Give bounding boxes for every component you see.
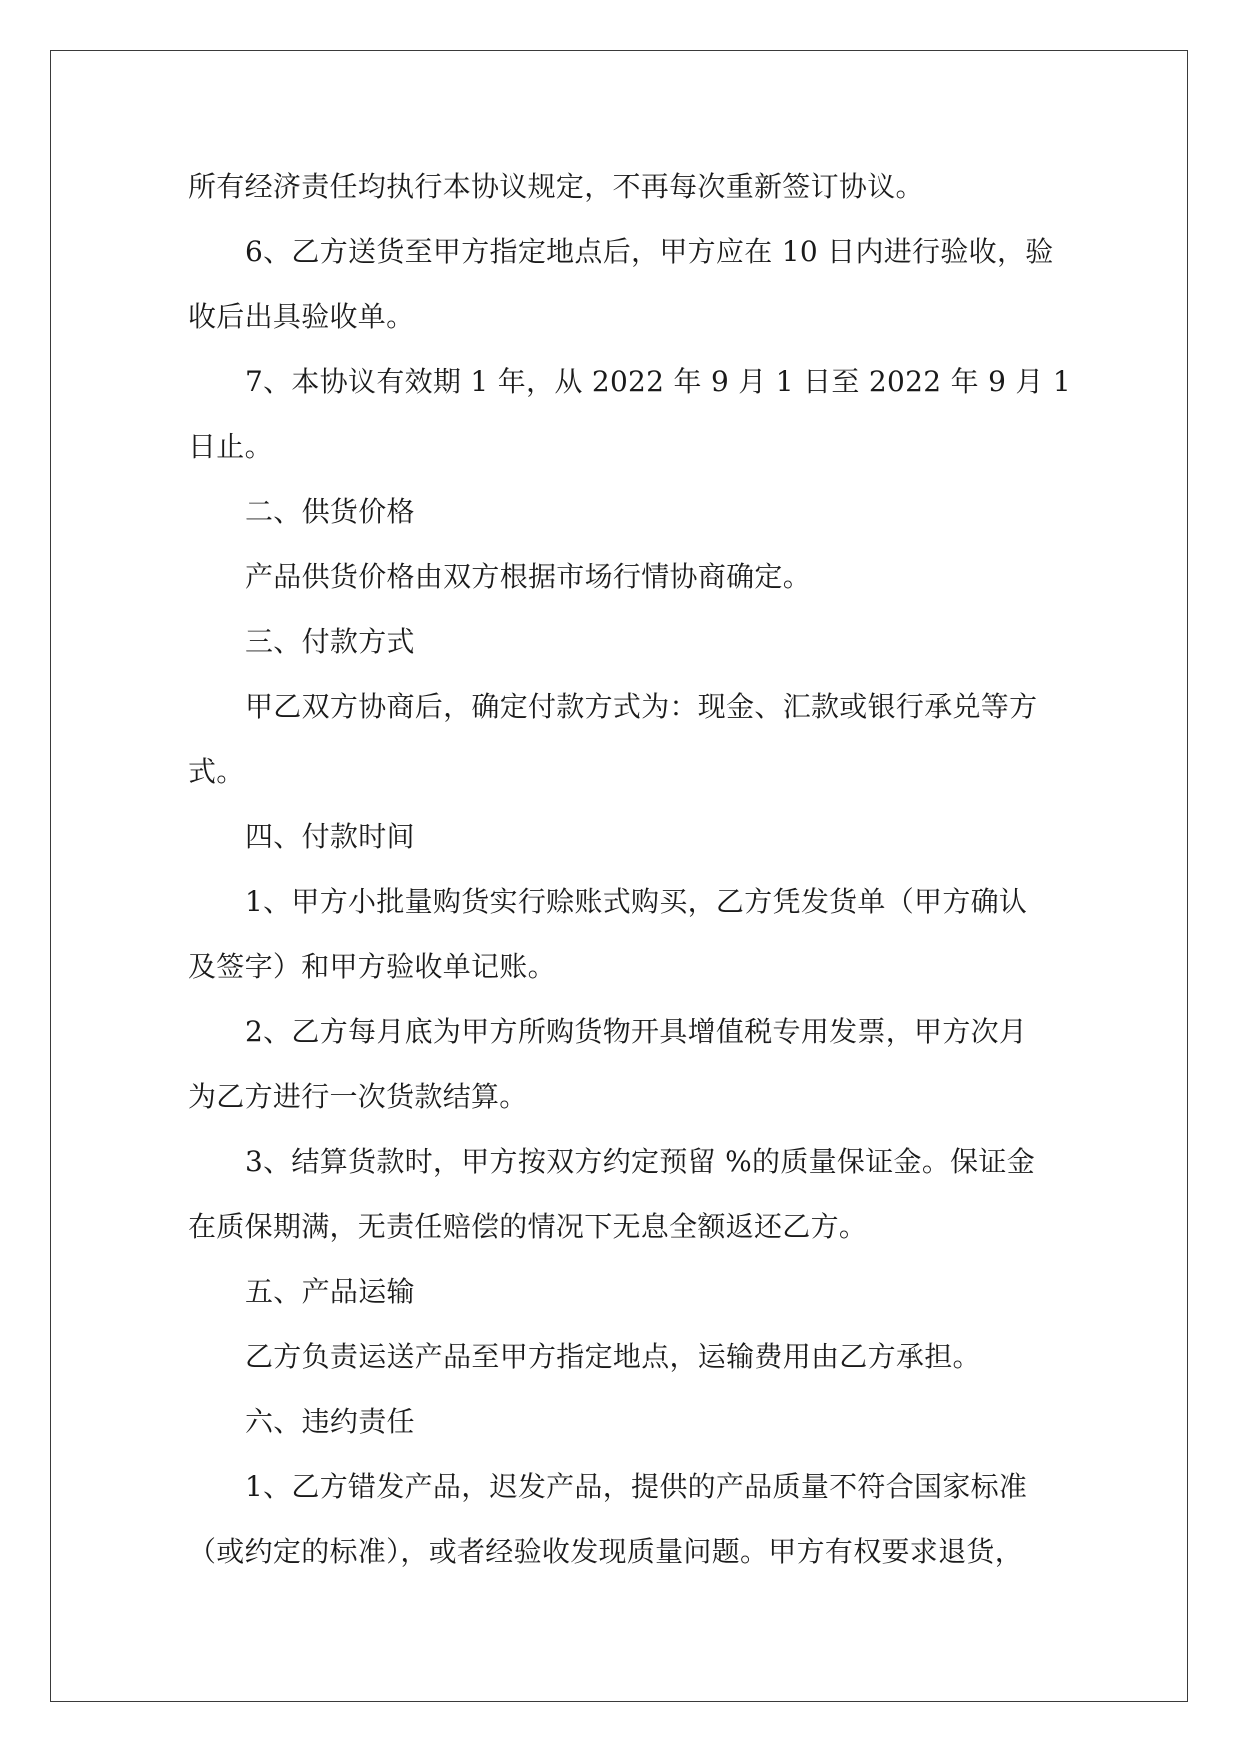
section-heading-payment-time: 四、付款时间 — [245, 820, 415, 853]
payment-clause-3-line: 3、结算货款时，甲方按双方约定预留 %的质量保证金。保证金 — [245, 1145, 1036, 1178]
section-heading-transport: 五、产品运输 — [245, 1275, 415, 1308]
text-line: 甲乙双方协商后，确定付款方式为：现金、汇款或银行承兑等方 — [245, 690, 1038, 723]
text-line: 为乙方进行一次货款结算。 — [188, 1080, 528, 1113]
clause-6-line: 6、乙方送货至甲方指定地点后，甲方应在 10 日内进行验收，验 — [245, 235, 1054, 268]
payment-clause-2-line: 2、乙方每月底为甲方所购货物开具增值税专用发票，甲方次月 — [245, 1015, 1028, 1048]
section-heading-supply-price: 二、供货价格 — [245, 495, 415, 528]
breach-clause-1-line: 1、乙方错发产品，迟发产品，提供的产品质量不符合国家标准 — [245, 1470, 1028, 1503]
text-line: 产品供货价格由双方根据市场行情协商确定。 — [245, 560, 812, 593]
payment-clause-1-line: 1、甲方小批量购货实行赊账式购买，乙方凭发货单（甲方确认 — [245, 885, 1028, 918]
text-line: 式。 — [188, 755, 245, 788]
text-line: 乙方负责运送产品至甲方指定地点，运输费用由乙方承担。 — [245, 1340, 981, 1373]
section-heading-payment-method: 三、付款方式 — [245, 625, 415, 658]
text-line: 收后出具验收单。 — [188, 300, 415, 333]
text-line: 在质保期满，无责任赔偿的情况下无息全额返还乙方。 — [188, 1210, 868, 1243]
text-line: 及签字）和甲方验收单记账。 — [188, 950, 556, 983]
text-line: 所有经济责任均执行本协议规定，不再每次重新签订协议。 — [188, 170, 924, 203]
document-body — [188, 154, 1072, 1584]
text-line: （或约定的标准），或者经验收发现质量问题。甲方有权要求退货， — [188, 1535, 1024, 1568]
text-line: 日止。 — [188, 430, 273, 463]
section-heading-breach: 六、违约责任 — [245, 1405, 415, 1438]
clause-7-line: 7、本协议有效期 1 年，从 2022 年 9 月 1 日至 2022 年 9 月 1 — [245, 365, 1072, 398]
